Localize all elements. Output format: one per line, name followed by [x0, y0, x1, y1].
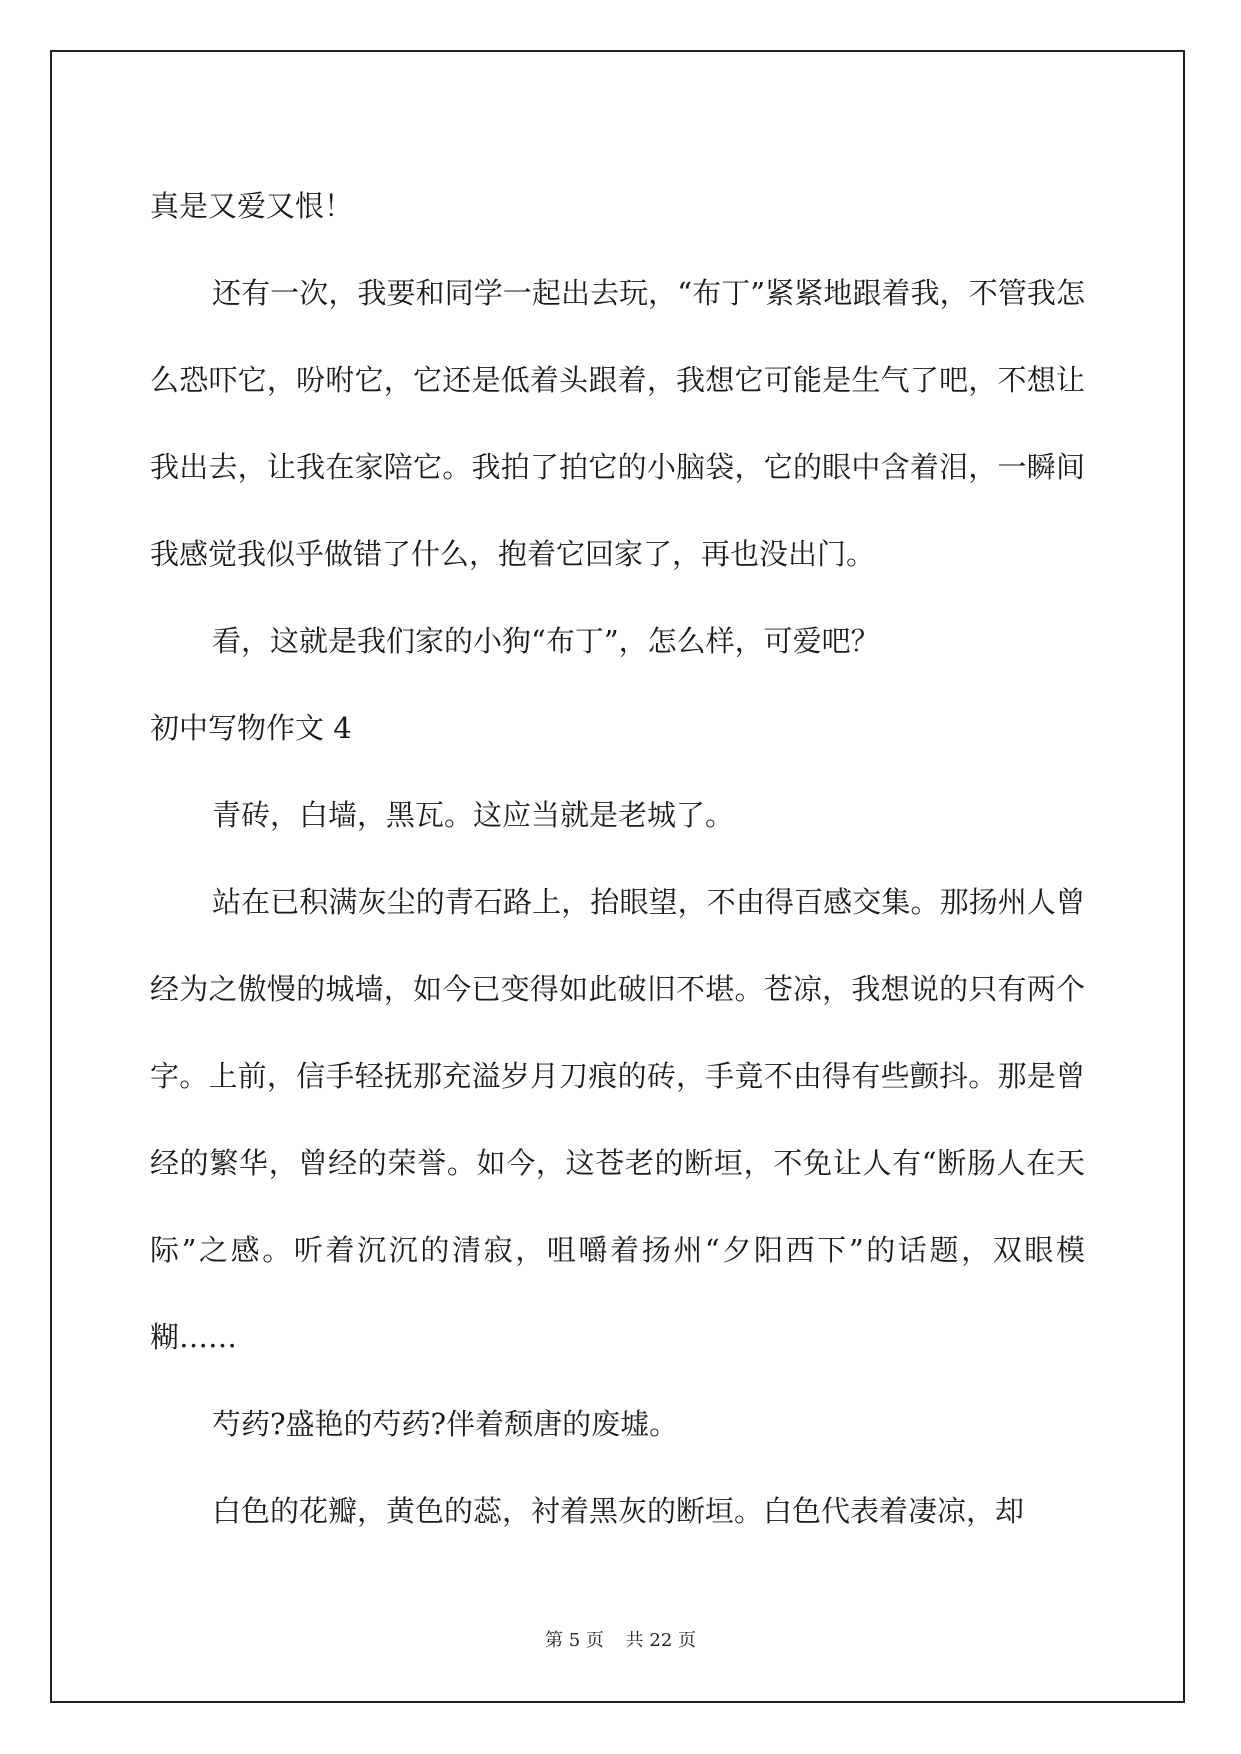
paragraph: 芍药?盛艳的芍药?伴着颓唐的废墟。: [212, 1407, 679, 1441]
paragraph: 站在已积满灰尘的青石路上，抬眼望，不由得百感交集。那扬州人曾经为之傲慢的城墙，如今已变得如此破旧不堪。苍凉，我想说的只有两个字。上前，信手轻抚那充溢岁月刀痕的砖，手竟不由得有些颤抖。那是曾经的繁华，曾经的荣誉。如今，这苍老的断垣，不免让人有“断肠人在天际”之感。听着沉沉的清寂，咀嚼着扬州“夕阳西下”的话题，双眼模糊……: [150, 885, 1085, 1354]
page-footer: [0, 1626, 1241, 1652]
page-total: 共 22 页: [625, 1630, 696, 1651]
section-heading: 初中写物作文 4: [150, 711, 352, 745]
paragraph: 看，这就是我们家的小狗“布丁”，怎么样，可爱吧？: [212, 624, 880, 658]
paragraph: 还有一次，我要和同学一起出去玩，“布丁”紧紧地跟着我，不管我怎么恐吓它，吩咐它，它还是低着头跟着，我想它可能是生气了吧，不想让我出去，让我在家陪它。我拍了拍它的小脑袋，它的眼中含着泪，一瞬间我感觉我似乎做错了什么，抱着它回家了，再也没出门。: [150, 276, 1085, 571]
paragraph: 青砖，白墙，黑瓦。这应当就是老城了。: [212, 798, 735, 832]
paragraph: 白色的花瓣，黄色的蕊，衬着黑灰的断垣。白色代表着凄凉，却: [212, 1494, 1025, 1528]
paragraph: 真是又爱又恨！: [150, 189, 354, 223]
page-number: 第 5 页: [545, 1630, 604, 1651]
document-body: [150, 163, 1085, 1555]
